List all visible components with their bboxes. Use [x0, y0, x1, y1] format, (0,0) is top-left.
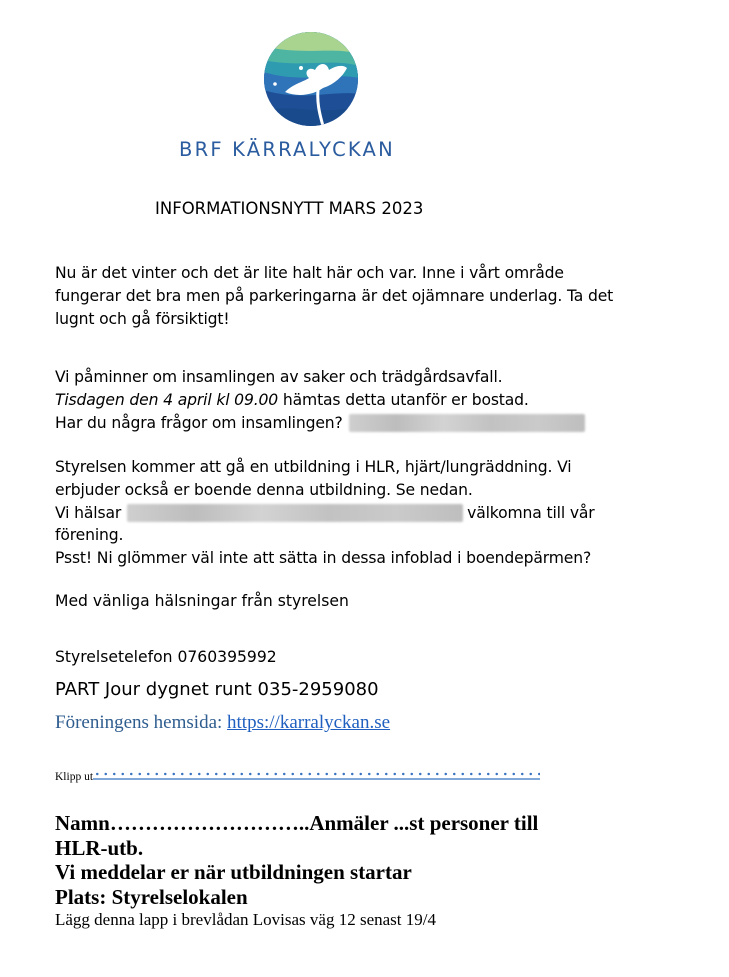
redacted-names	[127, 504, 463, 522]
text-line: Nu är det vinter och det är lite halt här och var. Inne i vårt område	[55, 264, 564, 282]
cut-label: Klipp ut	[55, 771, 94, 783]
website-label: Föreningens hemsida:	[55, 712, 228, 733]
text-line: Vi påminner om insamlingen av saker och trädgårdsavfall.	[55, 368, 503, 386]
text-fragment: välkomna till vår	[467, 503, 595, 522]
text-line	[55, 412, 695, 435]
form-line: Vi meddelar er när utbildningen startar	[55, 860, 412, 884]
text-fragment: hämtas detta utanför er bostad.	[278, 390, 529, 409]
text-fragment: Har du några frågor om insamlingen?	[55, 413, 343, 432]
text-line	[55, 502, 695, 525]
text-line	[55, 389, 695, 412]
collection-date: Tisdagen den 4 april kl 09.00	[55, 390, 279, 409]
form-line: Plats: Styrelselokalen	[55, 884, 248, 909]
text-line: erbjuder också er boende denna utbildning. Se nedan.	[55, 480, 473, 499]
greeting: Med vänliga hälsningar från styrelsen	[55, 592, 349, 610]
text-line: förening.	[55, 526, 124, 545]
website-link[interactable]: https://karralyckan.se	[227, 712, 391, 733]
page-title: INFORMATIONSNYTT MARS 2023	[155, 199, 424, 218]
text-line: fungerar det bra men på parkeringarna är det ojämnare underlag. Ta det	[55, 286, 614, 305]
website-line	[55, 712, 390, 734]
training-paragraph	[55, 456, 695, 570]
text-line: lugnt och gå försiktigt!	[55, 309, 230, 328]
logo-icon	[263, 32, 359, 126]
form-line: Namn………………………..Anmäler ...st personer till	[55, 811, 539, 835]
weather-paragraph	[55, 262, 695, 330]
text-line: Psst! Ni glömmer väl inte att sätta in dessa infoblad i boendepärmen?	[55, 549, 592, 568]
brand-name: BRF KÄRRALYCKAN	[179, 138, 395, 161]
text-fragment: Vi hälsar	[55, 503, 122, 522]
form-line: HLR-utb.	[55, 835, 144, 860]
redacted-contact	[349, 414, 585, 432]
text-line: Styrelsen kommer att gå en utbildning i HLR, hjärt/lungräddning. Vi	[55, 458, 572, 476]
signup-form	[55, 811, 538, 931]
collection-paragraph	[55, 366, 695, 434]
cut-line-row	[55, 770, 540, 783]
dotted-cut-line	[93, 770, 540, 780]
emergency-phone: PART Jour dygnet runt 035-2959080	[55, 679, 379, 700]
form-instruction: Lägg denna lapp i brevlådan Lovisas väg 12 senast 19/4	[55, 910, 436, 929]
board-phone: Styrelsetelefon 0760395992	[55, 648, 277, 666]
